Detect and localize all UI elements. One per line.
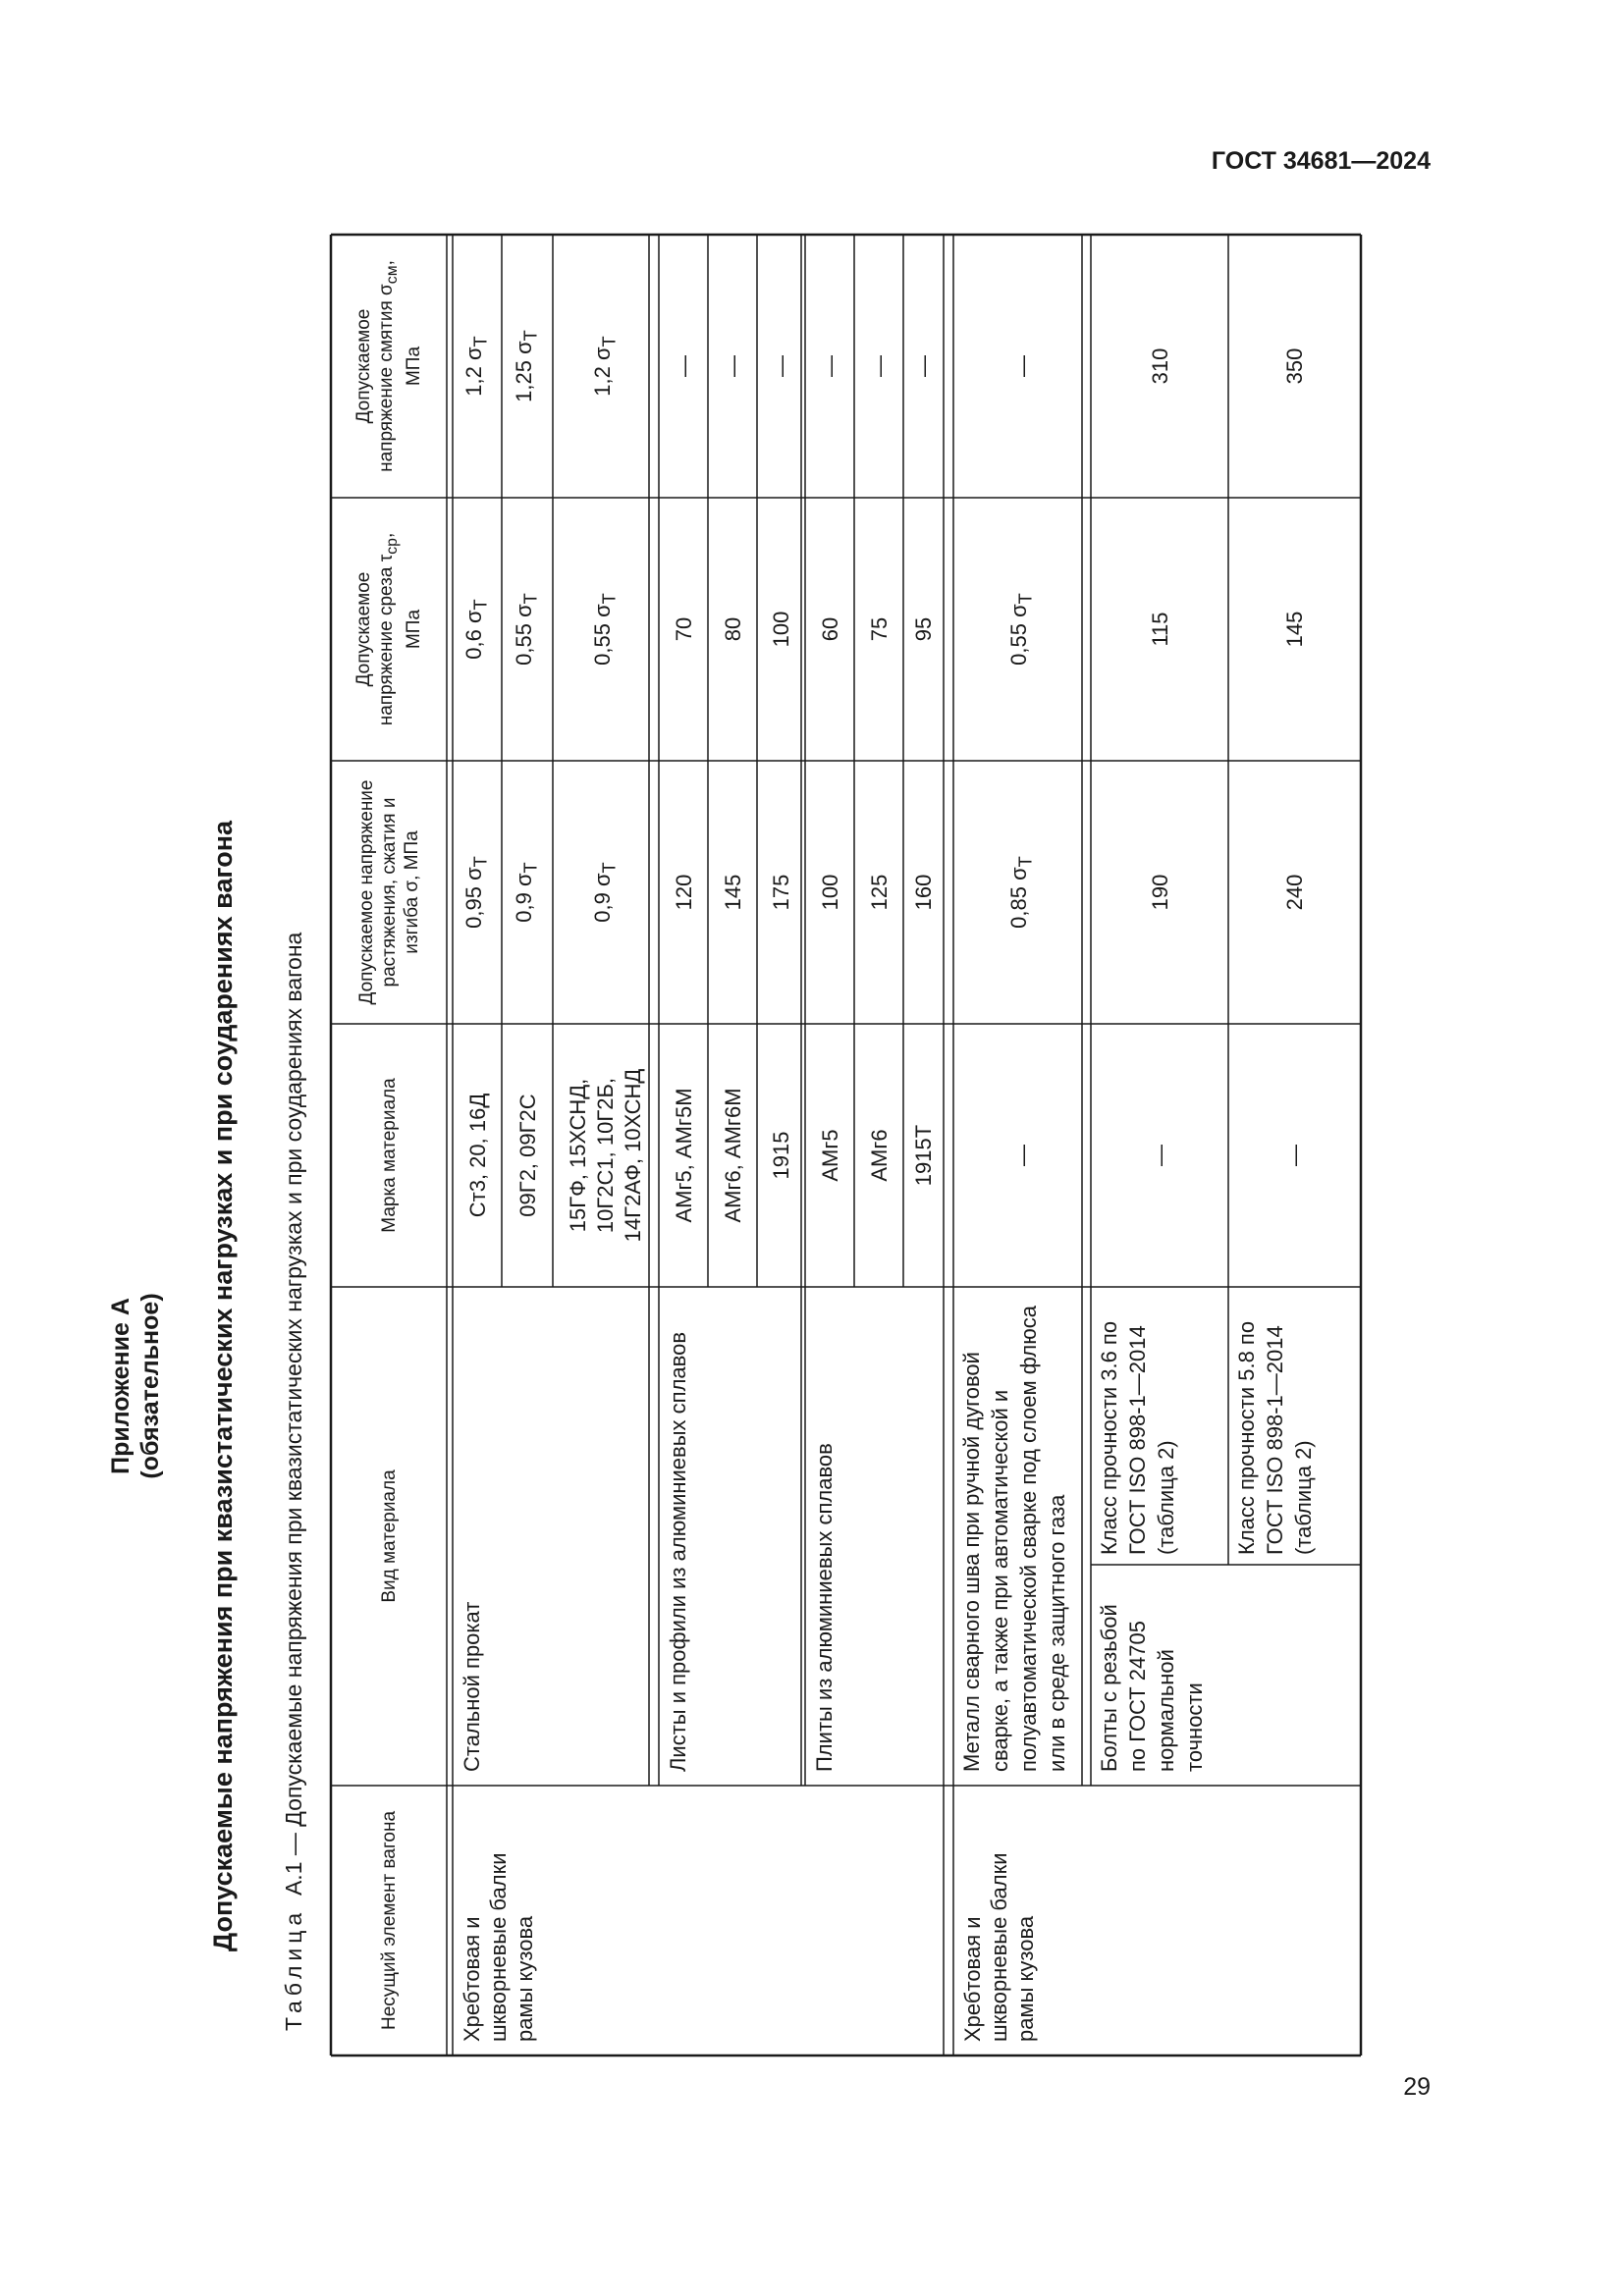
- appendix-heading: [106, 476, 165, 2296]
- row-1-sigma: 0,95 $\sigma_Т$: [461, 856, 491, 929]
- row-5-tau: 80: [720, 616, 745, 642]
- material-steel: Стальной прокат: [460, 1601, 484, 1772]
- appendix-title: Допускаемые напряжения при квазистатических нагрузках и при соударениях вагона: [208, 820, 238, 1952]
- row-5-sigma-sm: —: [720, 355, 745, 377]
- row-5-sigma: 145: [720, 874, 745, 911]
- header-element: Несущий элемент вагона: [378, 1810, 400, 2031]
- row-12-tau: 145: [1282, 611, 1307, 648]
- row-8-grade: АМг6: [866, 1129, 892, 1182]
- header-sigma-sm: Допускаемое напряжение смятия $\sigma_{см}$, МПа: [352, 260, 425, 472]
- row-4-sigma-sm: —: [671, 355, 696, 377]
- row-7-sigma: 100: [817, 874, 842, 911]
- row-3-grade: 15ГФ, 15ХСНД, 10Г2С1, 10Г2Б, 14Г2АФ, 10ХСНД: [566, 1068, 645, 1243]
- table-caption-number: А.1: [281, 1861, 306, 1896]
- row-6-sigma: 175: [769, 874, 793, 911]
- row-10-sigma: 0,85 $\sigma_Т$: [1006, 856, 1036, 929]
- row-4-grade: АМг5, АМг5М: [671, 1088, 696, 1223]
- row-11-sigma-sm: 310: [1147, 347, 1172, 385]
- table-caption-text: — Допускаемые напряжения при квазистатических нагрузках и при соударениях вагона: [281, 932, 306, 1862]
- row-1-tau: 0,6 $\sigma_Т$: [461, 599, 491, 660]
- material-bolts: Болты с резьбой по ГОСТ 24705 нормальной точности: [1097, 1604, 1207, 1772]
- row-8-sigma: 125: [866, 874, 892, 911]
- material-al-sheets: Листы и профили из алюминиевых сплавов: [666, 1331, 690, 1772]
- element-frame-beams-2: Хребтовая и шкворневые балки рамы кузова: [960, 1852, 1038, 2042]
- material-weld-text: Металл сварного шва при ручной дуговой сварке, а также при автоматической и полуавтоматической сварке под слоем флюса или в среде защитного газа: [959, 1306, 1069, 1772]
- row-12-grade: —: [1282, 1145, 1307, 1166]
- row-9-sigma: 160: [911, 874, 936, 911]
- row-6-grade: 1915: [769, 1131, 793, 1180]
- row-8-tau: 75: [866, 616, 892, 642]
- appendix-status: (обязательное): [136, 1293, 164, 1479]
- row-6-sigma-sm: —: [769, 355, 793, 377]
- row-9-tau: 95: [911, 616, 936, 642]
- row-11-tau: 115: [1147, 612, 1172, 647]
- row-2-sigma: 0,9 $\sigma_Т$: [512, 862, 541, 923]
- table-caption-label: Таблица: [281, 1907, 306, 2031]
- row-3-sigma-sm: 1,2 $\sigma_Т$: [590, 336, 620, 397]
- row-12-sigma-sm: 350: [1282, 347, 1307, 385]
- row-7-sigma-sm: —: [817, 355, 842, 377]
- material-al-plates: Плиты из алюминиевых сплавов: [812, 1443, 837, 1772]
- row-10-tau: 0,55 $\sigma_Т$: [1006, 593, 1036, 666]
- row-3-tau: 0,55 $\sigma_Т$: [590, 593, 620, 666]
- row-10-grade: —: [1009, 1145, 1035, 1166]
- row-7-tau: 60: [817, 616, 842, 642]
- row-6-tau: 100: [769, 611, 793, 648]
- document-code: ГОСТ 34681—2024: [1211, 147, 1431, 175]
- element-frame-beams-1: Хребтовая и шкворневые балки рамы кузова: [460, 1852, 537, 2042]
- row-4-sigma: 120: [671, 874, 696, 911]
- row-3-sigma: 0,9 $\sigma_Т$: [590, 862, 620, 923]
- row-11-sigma: 190: [1147, 874, 1172, 911]
- bolt-class-36: Класс прочности 3.6 по ГОСТ ISO 898-1—2014 (таблица 2): [1097, 1320, 1178, 1555]
- header-grade: Марка материала: [378, 1078, 400, 1233]
- row-1-grade: Ст3, 20, 16Д: [464, 1093, 490, 1218]
- row-11-grade: —: [1147, 1145, 1172, 1166]
- row-12-sigma: 240: [1282, 874, 1307, 911]
- row-1-sigma-sm: 1,2 $\sigma_Т$: [461, 336, 491, 397]
- row-2-tau: 0,55 $\sigma_Т$: [512, 593, 541, 666]
- row-2-grade: 09Г2, 09Г2С: [514, 1094, 540, 1217]
- bolt-class-58: Класс прочности 5.8 по ГОСТ ISO 898-1—2014 (таблица 2): [1234, 1320, 1316, 1555]
- row-5-grade: АМг6, АМг6М: [720, 1088, 745, 1223]
- header-tau: Допускаемое напряжение среза $\tau_{ср}$, МПа: [352, 532, 425, 726]
- row-10-sigma-sm: —: [1009, 355, 1035, 377]
- header-sigma: Допускаемое напряжение растяжения, сжатия и изгиба σ, МПа: [355, 779, 422, 1005]
- page-number: 29: [1403, 2073, 1431, 2101]
- row-2-sigma-sm: 1,25 $\sigma_Т$: [512, 330, 541, 402]
- row-9-sigma-sm: —: [911, 355, 936, 377]
- appendix-label: Приложение А: [107, 1298, 135, 1474]
- row-7-grade: АМг5: [817, 1129, 842, 1182]
- row-8-sigma-sm: —: [866, 355, 892, 377]
- header-material-type: Вид материала: [378, 1469, 400, 1603]
- row-9-grade: 1915Т: [911, 1124, 936, 1187]
- row-4-tau: 70: [671, 616, 696, 642]
- table-caption: [281, 933, 307, 2031]
